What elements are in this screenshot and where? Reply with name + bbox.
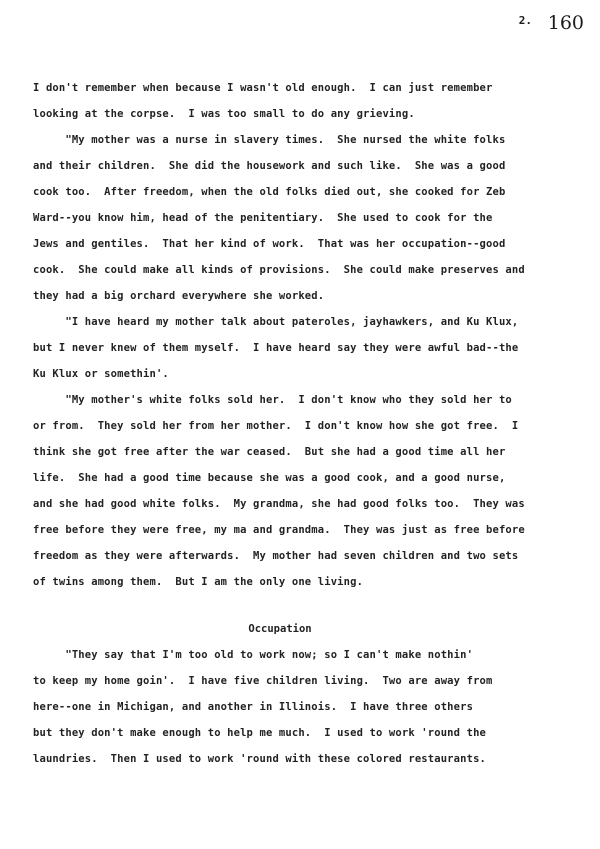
text-line: "My mother's white folks sold her. I don't know who they sold her to <box>33 394 512 406</box>
text-line: cook. She could make all kinds of provisions. She could make preserves and <box>33 264 525 276</box>
text-line: they had a big orchard everywhere she worked. <box>33 290 325 302</box>
text-line: but I never knew of them myself. I have heard say they were awful bad--the <box>33 342 519 354</box>
sub-page-number: 2. <box>518 14 532 27</box>
text-line: or from. They sold her from her mother. I don't know how she got free. I <box>33 420 519 432</box>
page-number: 160 <box>547 12 584 34</box>
text-line: Jews and gentiles. That her kind of work. That was her occupation--good <box>33 238 506 250</box>
text-line: but they don't make enough to help me much. I used to work 'round the <box>33 727 487 739</box>
text-line: life. She had a good time because she was a good cook, and a good nurse, <box>33 472 506 484</box>
text-line: freedom as they were afterwards. My mother had seven children and two sets <box>33 550 519 562</box>
text-line: and she had good white folks. My grandma, she had good folks too. They was <box>33 498 525 510</box>
text-line: cook too. After freedom, when the old folks died out, she cooked for Zeb <box>33 186 506 198</box>
text-line: "My mother was a nurse in slavery times. She nursed the white folks <box>33 134 506 146</box>
text-line: Ward--you know him, head of the penitentiary. She used to cook for the <box>33 212 493 224</box>
text-line: and their children. She did the housework and such like. She was a good <box>33 160 506 172</box>
text-line: free before they were free, my ma and grandma. They was just as free before <box>33 524 525 536</box>
text-line: here--one in Michigan, and another in Illinois. I have three others <box>33 701 474 713</box>
section-heading: Occupation <box>248 623 312 635</box>
text-line: "I have heard my mother talk about pateroles, jayhawkers, and Ku Klux, <box>33 316 519 328</box>
text-line: Ku Klux or somethin'. <box>33 368 169 380</box>
text-line: to keep my home goin'. I have five children living. Two are away from <box>33 675 493 687</box>
text-line: laundries. Then I used to work 'round with these colored restaurants. <box>33 753 487 765</box>
text-line: of twins among them. But I am the only one living. <box>33 576 364 588</box>
text-line: I don't remember when because I wasn't old enough. I can just remember <box>33 82 493 94</box>
text-line: think she got free after the war ceased. But she had a good time all her <box>33 446 506 458</box>
text-line: "They say that I'm too old to work now; so I can't make nothin' <box>33 649 474 661</box>
text-line: looking at the corpse. I was too small to do any grieving. <box>33 108 415 120</box>
